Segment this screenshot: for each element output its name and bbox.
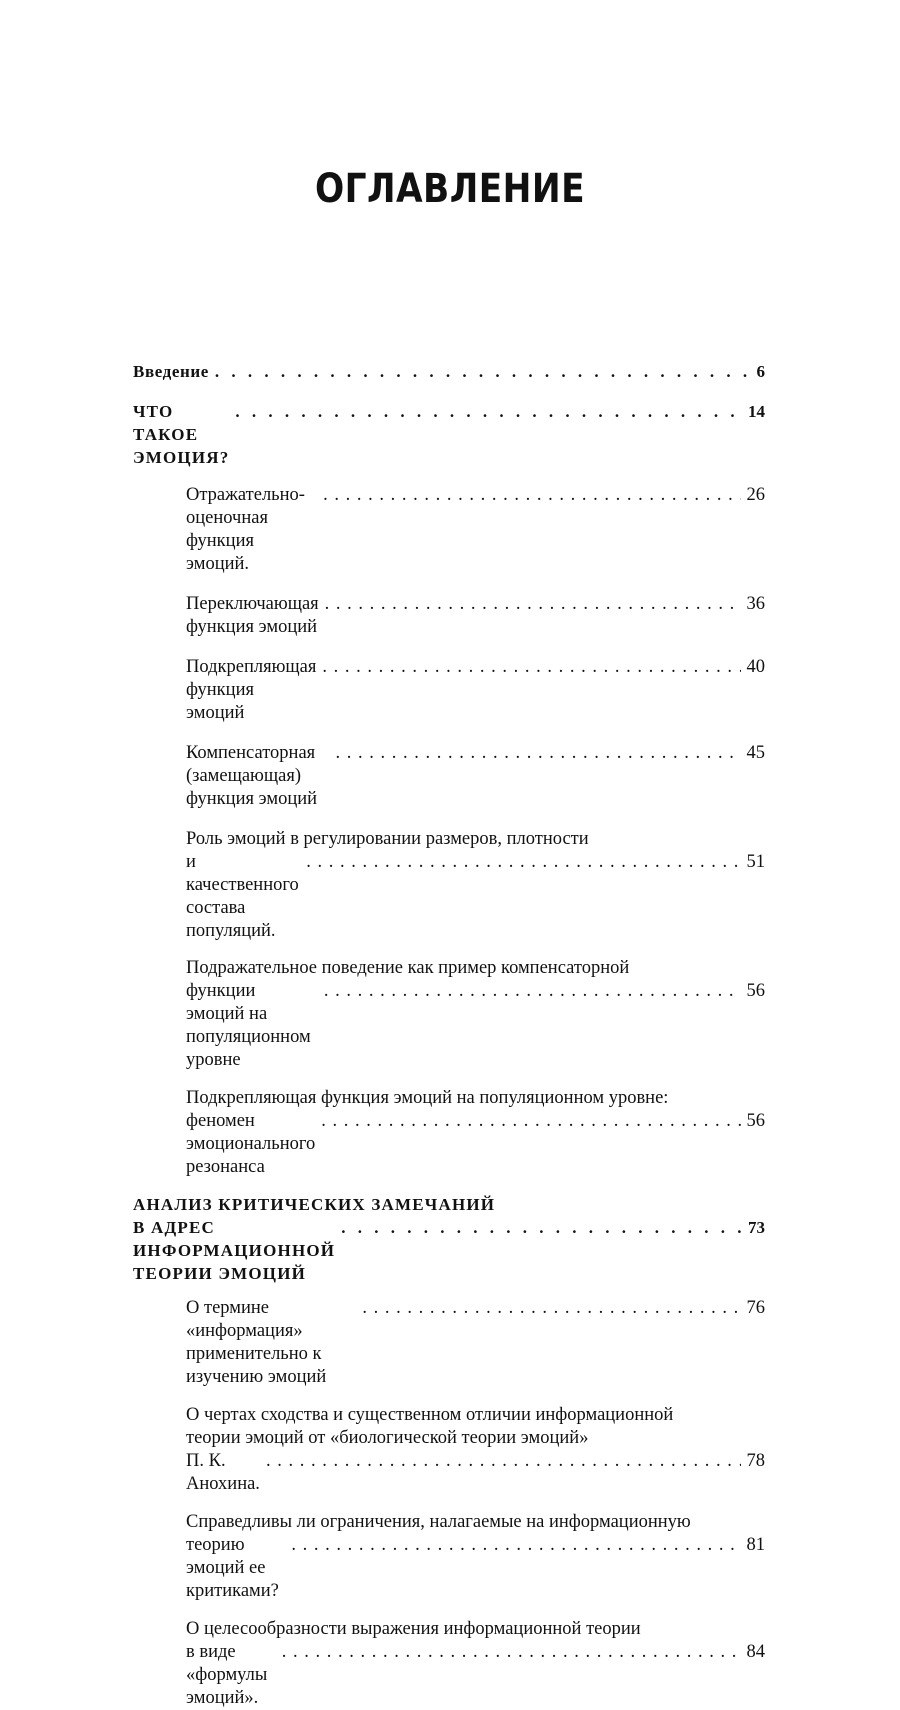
toc-item-label: теорию эмоций ее критиками? — [186, 1535, 279, 1601]
page-number: 14 — [748, 402, 765, 421]
toc-item[interactable] — [186, 484, 765, 576]
toc-item[interactable] — [186, 828, 765, 943]
toc-item-label: в виде «формулы эмоций». — [186, 1642, 268, 1708]
toc-item[interactable] — [186, 1618, 765, 1710]
toc-item-label: О термине «информация» применительно к изучению эмоций — [186, 1298, 327, 1387]
toc-item[interactable] — [186, 957, 765, 1072]
dot-leader — [324, 980, 741, 1003]
dot-leader — [282, 1641, 741, 1664]
dot-leader — [335, 742, 740, 765]
page-number: 51 — [746, 852, 765, 872]
toc-item-label: феномен эмоционального резонанса — [186, 1111, 316, 1177]
toc-item-label: О целесообразности выражения информационной теории — [186, 1619, 641, 1639]
toc-item-label: П. К. Анохина. — [186, 1451, 260, 1494]
dot-leader — [323, 484, 740, 507]
page-number: 73 — [748, 1218, 765, 1237]
page-number: 56 — [746, 1111, 765, 1131]
page-number: 56 — [746, 981, 765, 1001]
page-number: 26 — [746, 485, 765, 505]
dot-leader — [291, 1534, 740, 1557]
section-title: АНАЛИЗ КРИТИЧЕСКИХ ЗАМЕЧАНИЙ — [133, 1195, 496, 1214]
toc-item[interactable] — [186, 1511, 765, 1603]
toc-item-label: Переключающая функция эмоций — [186, 594, 319, 637]
toc-item[interactable] — [186, 1297, 765, 1389]
toc-item-label: Роль эмоций в регулировании размеров, плотности — [186, 829, 589, 849]
toc-item[interactable] — [186, 742, 765, 811]
page-number: 76 — [746, 1298, 765, 1318]
toc-item-label: Компенсаторная (замещающая) функция эмоций — [186, 743, 318, 809]
toc-item[interactable] — [186, 1087, 765, 1179]
page-number: 45 — [746, 743, 765, 763]
toc-item[interactable] — [186, 1404, 765, 1496]
toc-item-label: Отражательно-оценочная функция эмоций. — [186, 485, 305, 574]
page-number: 84 — [746, 1642, 765, 1662]
section-title: В АДРЕС ИНФОРМАЦИОННОЙ ТЕОРИИ ЭМОЦИЙ — [133, 1218, 336, 1283]
table-of-contents — [133, 360, 765, 1710]
toc-item-label: Подражательное поведение как пример компенсаторной — [186, 958, 630, 978]
toc-item-label: и качественного состава популяций. — [186, 852, 299, 941]
toc-section-what-is-emotion[interactable] — [133, 400, 765, 469]
toc-item-label: Справедливы ли ограничения, налагаемые на информационную — [186, 1512, 691, 1532]
dot-leader — [325, 593, 741, 616]
dot-leader — [215, 360, 751, 383]
dot-leader — [306, 851, 740, 874]
page-number: 81 — [746, 1535, 765, 1555]
dot-leader — [321, 1110, 740, 1133]
toc-item[interactable] — [186, 656, 765, 725]
page-title: ОГЛАВЛЕНИЕ — [314, 166, 586, 212]
toc-entry-intro[interactable] — [133, 360, 765, 383]
page-number: 6 — [756, 362, 765, 381]
dot-leader — [362, 1297, 740, 1320]
dot-leader — [322, 656, 740, 679]
toc-item-label: Подкрепляющая функция эмоций на популяционном уровне: — [186, 1088, 669, 1108]
toc-item-label: О чертах сходства и существенном отличии информационной — [186, 1405, 674, 1425]
dot-leader — [266, 1450, 741, 1473]
toc-entry-label: Введение — [133, 362, 209, 381]
page-number: 36 — [746, 594, 765, 614]
page-number: 78 — [746, 1451, 765, 1471]
toc-section-critical-remarks[interactable] — [133, 1193, 765, 1285]
page-number: 40 — [746, 657, 765, 677]
dot-leader — [341, 1216, 742, 1239]
toc-item-label: теории эмоций от «биологической теории эмоций» — [186, 1428, 589, 1448]
toc-item-label: функции эмоций на популяционном уровне — [186, 981, 311, 1070]
dot-leader — [235, 400, 742, 423]
section-title: ЧТО ТАКОЕ ЭМОЦИЯ? — [133, 402, 230, 467]
toc-item-label: Подкрепляющая функция эмоций — [186, 657, 317, 723]
toc-item[interactable] — [186, 593, 765, 639]
